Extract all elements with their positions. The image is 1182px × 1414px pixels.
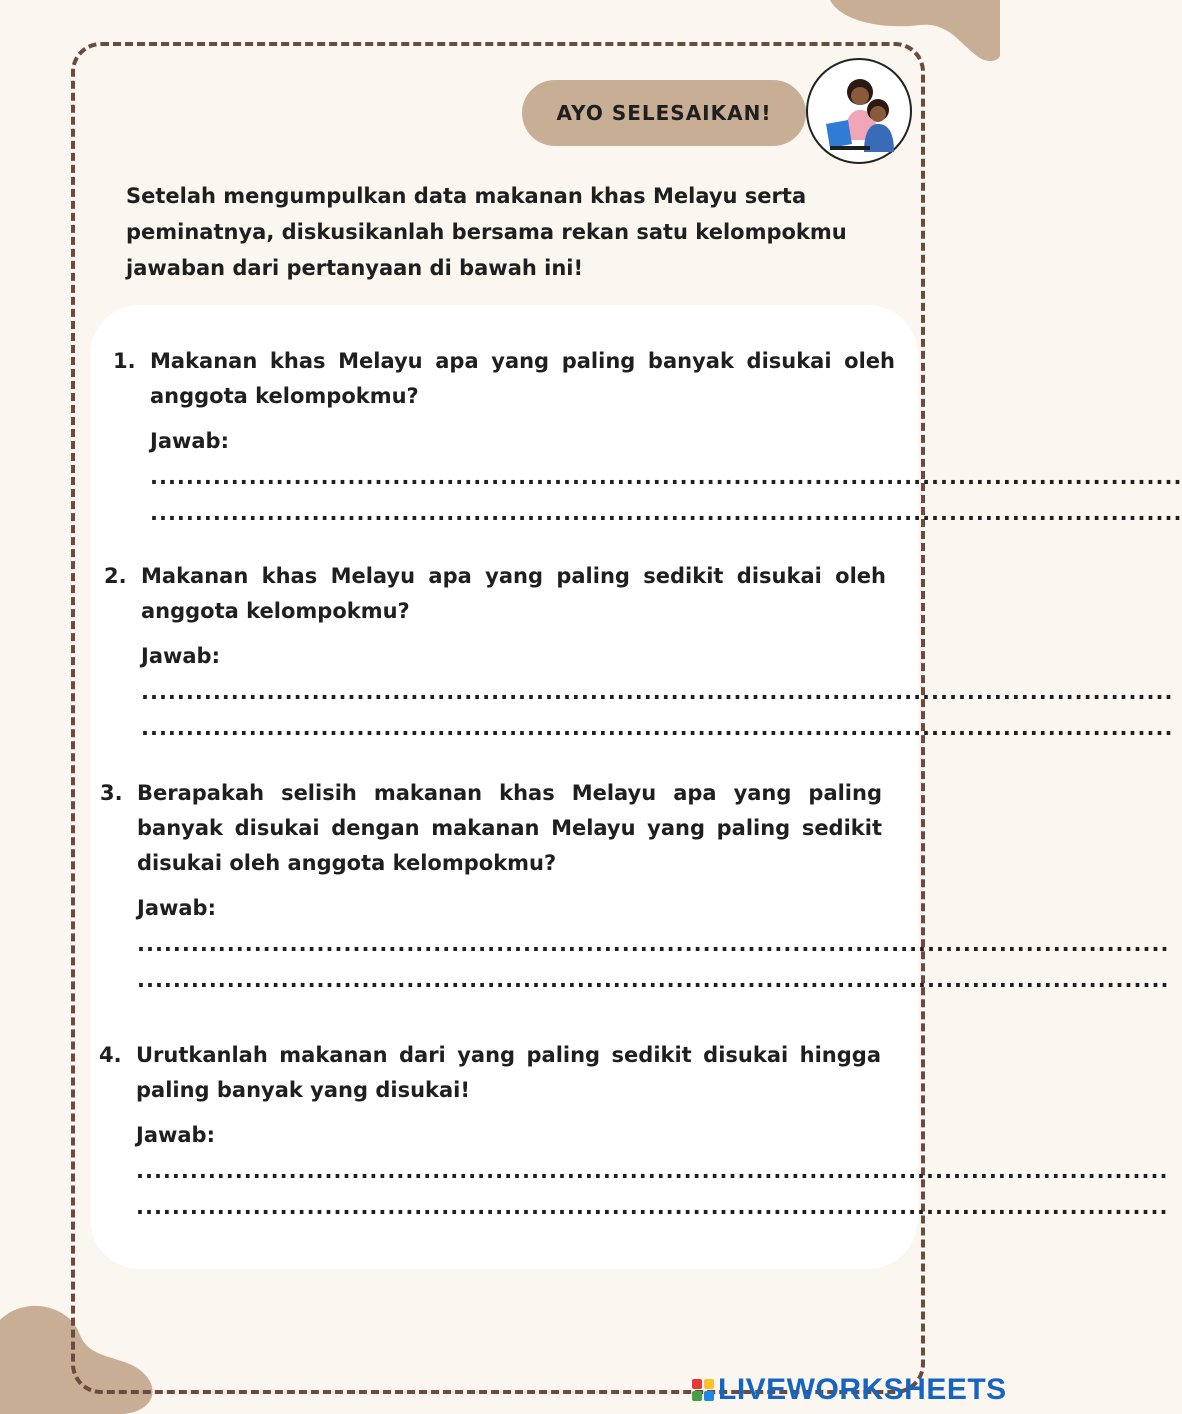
question-4 (99, 1038, 1169, 1225)
banner-label: AYO SELESAIKAN! (556, 101, 772, 125)
question-text: Makanan khas Melayu apa yang paling sedikit disukai oleh anggota kelompokmu? (141, 564, 886, 623)
question-number: 1. (113, 349, 136, 373)
answer-line[interactable]: ................................................................................................................... (136, 1195, 1169, 1219)
logo-text: LIVEWORKSHEETS (718, 1373, 1007, 1406)
answer-line[interactable]: ................................................................................................................... (141, 716, 1174, 740)
question-3 (100, 776, 1170, 998)
instructions: Setelah mengumpulkan data makanan khas Melayu serta peminatnya, diskusikanlah bersama rekan satu kelompokmu jawaban dari pertanyaan di bawah ini! (126, 184, 847, 280)
answer-label: Jawab: (137, 896, 216, 920)
liveworksheets-logo[interactable] (692, 1372, 1007, 1408)
question-text: Berapakah selisih makanan khas Melayu apa yang paling banyak disukai dengan makanan Melayu yang paling sedikit disukai oleh anggota kelompokmu? (137, 781, 882, 875)
question-2 (104, 559, 1174, 746)
student-illustration (806, 58, 912, 164)
question-number: 2. (104, 564, 127, 588)
answer-line[interactable]: ................................................................................................................... (137, 968, 1170, 992)
question-text: Urutkanlah makanan dari yang paling sedikit disukai hingga paling banyak yang disukai! (136, 1043, 881, 1102)
answer-line[interactable]: ................................................................................................................... (150, 465, 1182, 489)
answer-label: Jawab: (150, 429, 229, 453)
students-at-laptop-icon (808, 60, 910, 162)
question-number: 4. (99, 1043, 122, 1067)
question-1 (113, 344, 1182, 531)
logo-grid-icon (692, 1379, 714, 1401)
question-number: 3. (100, 781, 123, 805)
answer-line[interactable]: ................................................................................................................... (141, 680, 1174, 704)
answer-line[interactable]: ................................................................................................................... (137, 932, 1170, 956)
answer-line[interactable]: ................................................................................................................... (136, 1159, 1169, 1183)
question-text: Makanan khas Melayu apa yang paling banyak disukai oleh anggota kelompokmu? (150, 349, 895, 408)
activity-banner (522, 80, 806, 146)
answer-label: Jawab: (136, 1123, 215, 1147)
answer-label: Jawab: (141, 644, 220, 668)
answer-line[interactable]: ................................................................................................................... (150, 501, 1182, 525)
